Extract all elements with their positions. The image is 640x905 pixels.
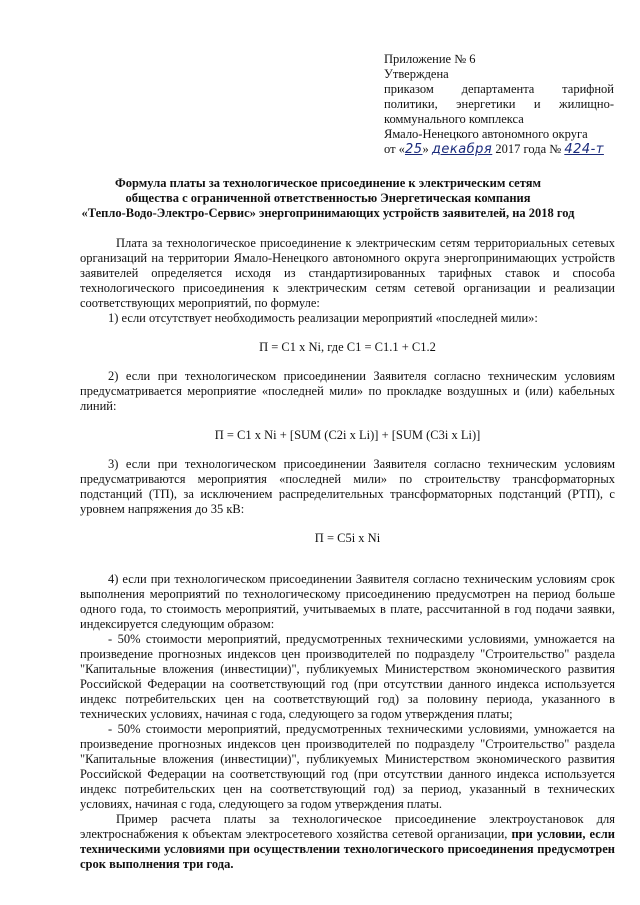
date-month-handwritten: декабря <box>431 142 493 157</box>
case-4-paragraph: 4) если при технологическом присоединении Заявителя согласно техническим условиям срок выполнения мероприятий по технологическому присоединению предусмотрен на период больше одного года, то стоимость мероприятий, учитываемых в плате, рассчитанной в год подачи заявки, индексируется следующим образом: <box>80 572 615 631</box>
date-mid: » <box>422 142 429 156</box>
document-title <box>40 176 616 221</box>
date-prefix: от « <box>384 142 405 156</box>
date-year: 2017 года № <box>492 142 565 156</box>
title-line-2: общества с ограниченной ответственностью Энергетическая компания <box>125 191 531 205</box>
appendix-number: Приложение № 6 <box>384 52 476 66</box>
order-date-line <box>384 142 614 157</box>
formula-2: П = C1 x Ni + [SUM (C2i x Li)] + [SUM (C3i x Li)] <box>214 428 481 442</box>
spacer <box>80 560 615 572</box>
case-2-paragraph: 2) если при технологическом присоединении Заявителя согласно техническим условиям предусматривается мероприятие «последней мили» по прокладке воздушных и (или) кабельных линий: <box>80 369 615 413</box>
example-text: Пример расчета платы за технологическое присоединение электроустановок для электроснабжения к объектам электросетевого хозяйства сетевой организации, <box>80 812 615 841</box>
case-1-paragraph: 1) если отсутствует необходимость реализации мероприятий «последней мили»: <box>108 311 538 325</box>
approved-label: Утверждена <box>384 67 449 81</box>
bullet-2-paragraph: - 50% стоимости мероприятий, предусмотренных техническими условиями, умножается на произведение прогнозных индексов цен производителей по подразделу "Строительство" раздела "Капитальные вложения (инвестиции)", публикуемых Министерством экономического развития Российской Федерации на соответствующий год (при отсутствии данного индекса используется индекс потребительских цен на соответствующий год) за период, указанный в технических условиях, начиная с года, следующего за годом утверждения платы. <box>80 722 615 811</box>
formula-1: П = C1 x Ni, где С1 = С1.1 + С1.2 <box>259 340 436 354</box>
order-number-handwritten: 424-т <box>564 142 604 157</box>
department-line: политики, энергетики и жилищно- <box>384 97 614 111</box>
example-paragraph <box>80 812 615 872</box>
document-body <box>80 236 615 872</box>
title-line-3: «Тепло-Водо-Электро-Сервис» энергопринимающих устройств заявителей, на 2018 год <box>81 206 575 220</box>
example-bold-text: при условии, если техническими условиями при осуществлении технологического присоединения предусмотрен срок выполнения три года. <box>80 827 615 871</box>
region-line: Ямало-Ненецкого автономного округа <box>384 127 588 141</box>
bullet-1-paragraph: - 50% стоимости мероприятий, предусмотренных техническими условиями, умножается на произведение прогнозных индексов цен производителей по подразделу "Строительство" раздела "Капитальные вложения (инвестиции)", публикуемых Министерством экономического развития Российской Федерации на соответствующий год (при отсутствии данного индекса используется индекс потребительских цен на соответствующий год) за половину периода, указанного в технических условиях, начиная с года, следующего за годом утверждения платы; <box>80 632 615 721</box>
title-line-1: Формула платы за технологическое присоединение к электрическим сетям <box>115 176 541 190</box>
date-day-handwritten: 25 <box>404 142 423 157</box>
intro-paragraph: Плата за технологическое присоединение к электрическим сетям территориальных сетевых организаций на территории Ямало-Ненецкого автономного округа энергопринимающих устройств заявителей определяется исходя из стандартизированных тарифных ставок и способа технологического присоединения к электрическим сетям сетевой организации и реализации соответствующих мероприятий, по формуле: <box>80 236 615 310</box>
order-line: приказом департамента тарифной <box>384 82 614 96</box>
case-3-paragraph: 3) если при технологическом присоединении Заявителя согласно техническим условиям предусматриваются мероприятия «последней мили» по строительству трансформаторных подстанций (ТП), за исключением распределительных трансформаторных подстанций (РТП), с уровнем напряжения до 35 кВ: <box>80 457 615 516</box>
formula-3: П = C5i x Ni <box>314 531 381 545</box>
approval-block <box>384 52 614 157</box>
department-line-2: коммунального комплекса <box>384 112 524 126</box>
